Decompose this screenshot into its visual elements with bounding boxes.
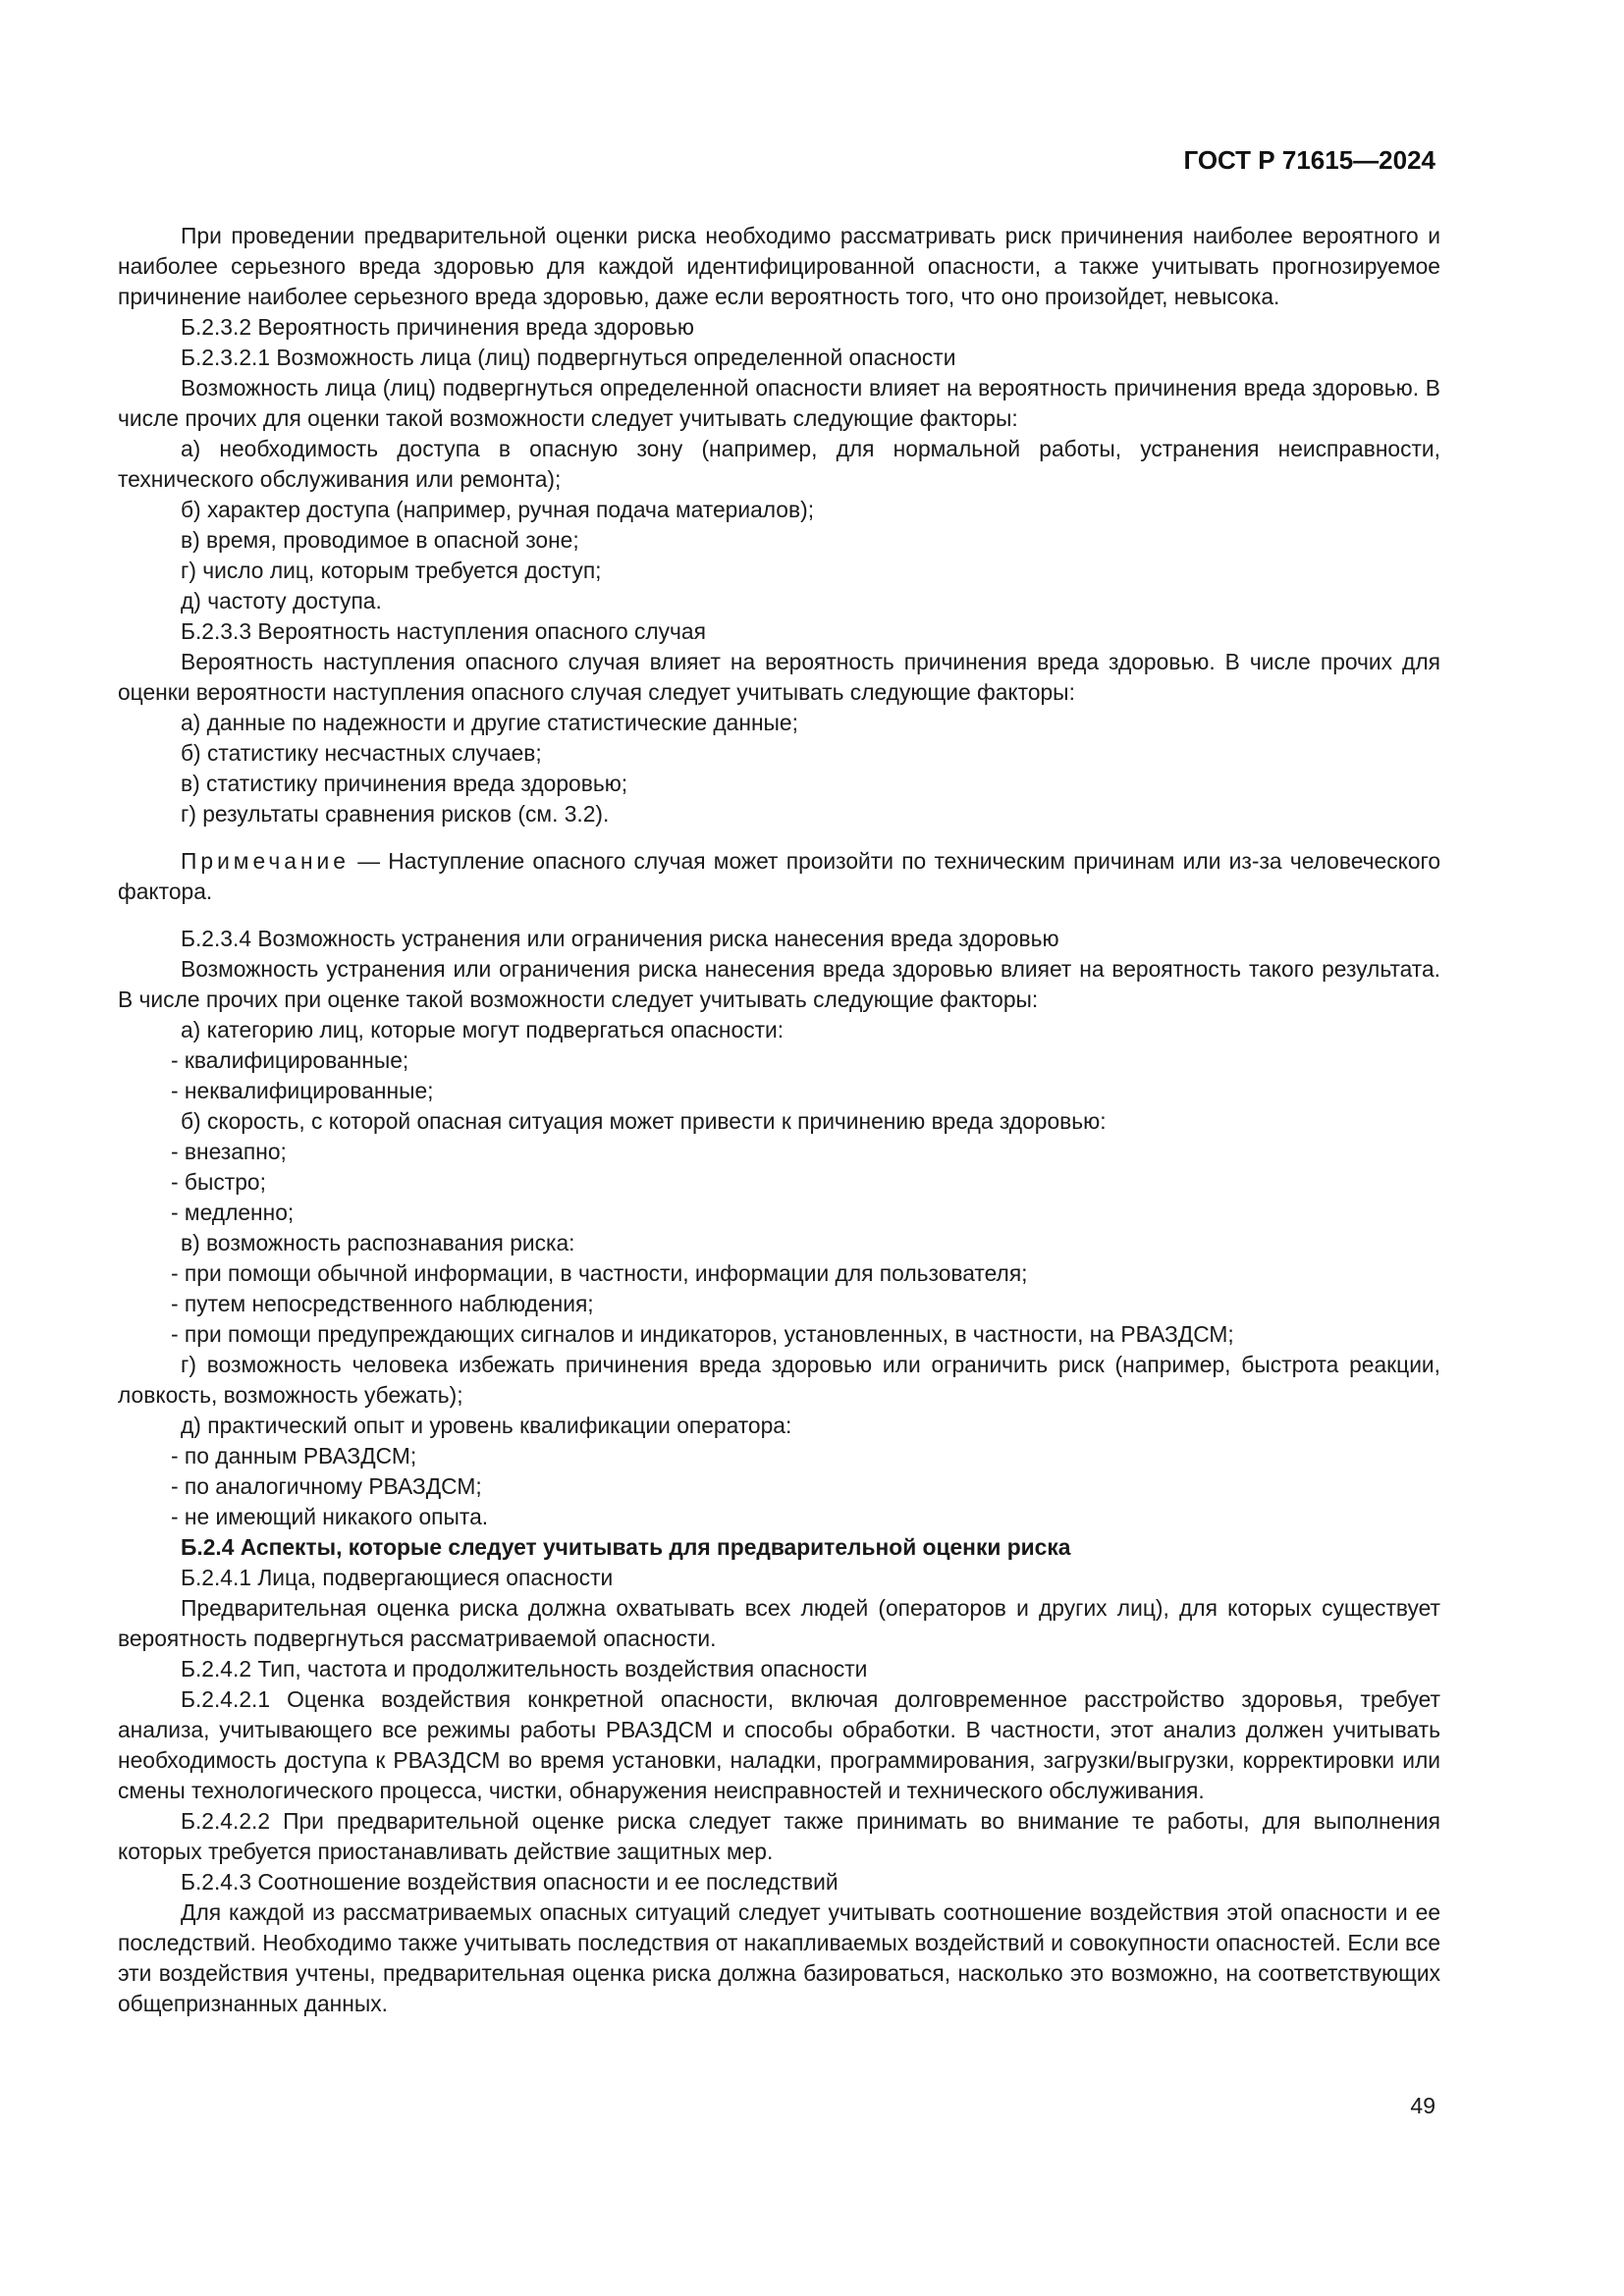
dash-item: - по аналогичному РВАЗДСМ; bbox=[171, 1473, 482, 1499]
dash-item: - по данным РВАЗДСМ; bbox=[171, 1443, 417, 1468]
list-item: г) возможность человека избежать причинения вреда здоровью или ограничить риск (например, быстрота реакции, ловкость, возможность убежать); bbox=[118, 1352, 1440, 1408]
paragraph: Предварительная оценка риска должна охватывать всех людей (операторов и других лиц), для которых существует вероятность подвергнуться рассматриваемой опасности. bbox=[118, 1595, 1440, 1651]
list-item: в) время, проводимое в опасной зоне; bbox=[181, 527, 579, 553]
list-item: а) необходимость доступа в опасную зону (например, для нормальной работы, устранения неисправности, технического обслуживания или ремонта); bbox=[118, 436, 1440, 492]
dash-item: - медленно; bbox=[171, 1200, 295, 1225]
note-text: — Наступление опасного случая может произойти по техническим причинам или из-за человеческого фактора. bbox=[118, 848, 1440, 904]
dash-item: - внезапно; bbox=[171, 1139, 287, 1164]
list-item: б) скорость, с которой опасная ситуация может привести к причинению вреда здоровью: bbox=[181, 1108, 1107, 1134]
list-item: в) возможность распознавания риска: bbox=[181, 1230, 575, 1255]
note bbox=[118, 846, 1440, 907]
dash-item: - при помощи предупреждающих сигналов и индикаторов, установленных, в частности, на РВАЗДСМ; bbox=[171, 1321, 1234, 1347]
list-item: в) статистику причинения вреда здоровью; bbox=[181, 771, 628, 796]
dash-item: - не имеющий никакого опыта. bbox=[171, 1504, 489, 1529]
dash-item: - при помощи обычной информации, в частности, информации для пользователя; bbox=[171, 1260, 1028, 1286]
list-item: г) результаты сравнения рисков (см. 3.2). bbox=[181, 801, 610, 827]
list-item: а) данные по надежности и другие статистические данные; bbox=[181, 710, 798, 735]
list-item: г) число лиц, которым требуется доступ; bbox=[181, 558, 602, 583]
list-item: д) практический опыт и уровень квалификации оператора: bbox=[181, 1413, 792, 1438]
dash-item: - неквалифицированные; bbox=[171, 1078, 434, 1103]
section-heading: Б.2.3.4 Возможность устранения или ограничения риска нанесения вреда здоровью bbox=[181, 926, 1059, 951]
paragraph: Возможность устранения или ограничения риска нанесения вреда здоровью влияет на вероятность такого результата. В числе прочих при оценке такой возможности следует учитывать следующие факторы: bbox=[118, 956, 1440, 1012]
paragraph: Для каждой из рассматриваемых опасных ситуаций следует учитывать соотношение воздействия этой опасности и ее последствий. Необходимо также учитывать последствия от накапливаемых воздействий и совокупности опасностей. Если все эти воздействия учтены, предварительная оценка риска должна базироваться, насколько это возможно, на соответствующих общепризнанных данных. bbox=[118, 1899, 1440, 2016]
paragraph: Возможность лица (лиц) подвергнуться определенной опасности влияет на вероятность причинения вреда здоровью. В числе прочих для оценки такой возможности следует учитывать следующие факторы: bbox=[118, 375, 1440, 431]
section-heading: Б.2.3.3 Вероятность наступления опасного случая bbox=[181, 618, 706, 644]
list-item: а) категорию лиц, которые могут подвергаться опасности: bbox=[181, 1017, 785, 1042]
section-heading-bold: Б.2.4 Аспекты, которые следует учитывать для предварительной оценки риска bbox=[181, 1534, 1071, 1560]
page-body bbox=[118, 221, 1440, 2019]
list-item: б) статистику несчастных случаев; bbox=[181, 740, 542, 766]
page-number: 49 bbox=[1410, 2093, 1435, 2118]
paragraph: При проведении предварительной оценки риска необходимо рассматривать риск причинения наиболее вероятного и наиболее серьезного вреда здоровью для каждой идентифицированной опасности, а также учитывать прогнозируемое причинение наиболее серьезного вреда здоровью, даже если вероятность того, что оно произойдет, невысока. bbox=[118, 223, 1440, 309]
list-item: д) частоту доступа. bbox=[181, 588, 382, 614]
section-heading: Б.2.3.2 Вероятность причинения вреда здоровью bbox=[181, 314, 694, 340]
section-heading: Б.2.4.2 Тип, частота и продолжительность воздействия опасности bbox=[181, 1656, 868, 1682]
dash-item: - квалифицированные; bbox=[171, 1047, 409, 1073]
note-label: Примечание bbox=[181, 848, 350, 874]
paragraph: Вероятность наступления опасного случая влияет на вероятность причинения вреда здоровью. В числе прочих для оценки вероятности наступления опасного случая следует учитывать следующие факторы: bbox=[118, 649, 1440, 705]
paragraph: Б.2.4.2.1 Оценка воздействия конкретной опасности, включая долговременное расстройство здоровья, требует анализа, учитывающего все режимы работы РВАЗДСМ и способы обработки. В частности, этот анализ должен учитывать необходимость доступа к РВАЗДСМ во время установки, наладки, программирования, загрузки/выгрузки, корректировки или смены технологического процесса, чистки, обнаружения неисправностей и технического обслуживания. bbox=[118, 1686, 1440, 1803]
dash-item: - путем непосредственного наблюдения; bbox=[171, 1291, 594, 1316]
section-heading: Б.2.4.1 Лица, подвергающиеся опасности bbox=[181, 1565, 614, 1590]
paragraph: Б.2.4.2.2 При предварительной оценке риска следует также принимать во внимание те работы, для выполнения которых требуется приостанавливать действие защитных мер. bbox=[118, 1808, 1440, 1864]
list-item: б) характер доступа (например, ручная подача материалов); bbox=[181, 497, 815, 522]
section-heading: Б.2.4.3 Соотношение воздействия опасности и ее последствий bbox=[181, 1869, 839, 1895]
document-header: ГОСТ Р 71615—2024 bbox=[1183, 145, 1435, 175]
dash-item: - быстро; bbox=[171, 1169, 266, 1195]
section-heading: Б.2.3.2.1 Возможность лица (лиц) подвергнуться определенной опасности bbox=[181, 345, 956, 370]
